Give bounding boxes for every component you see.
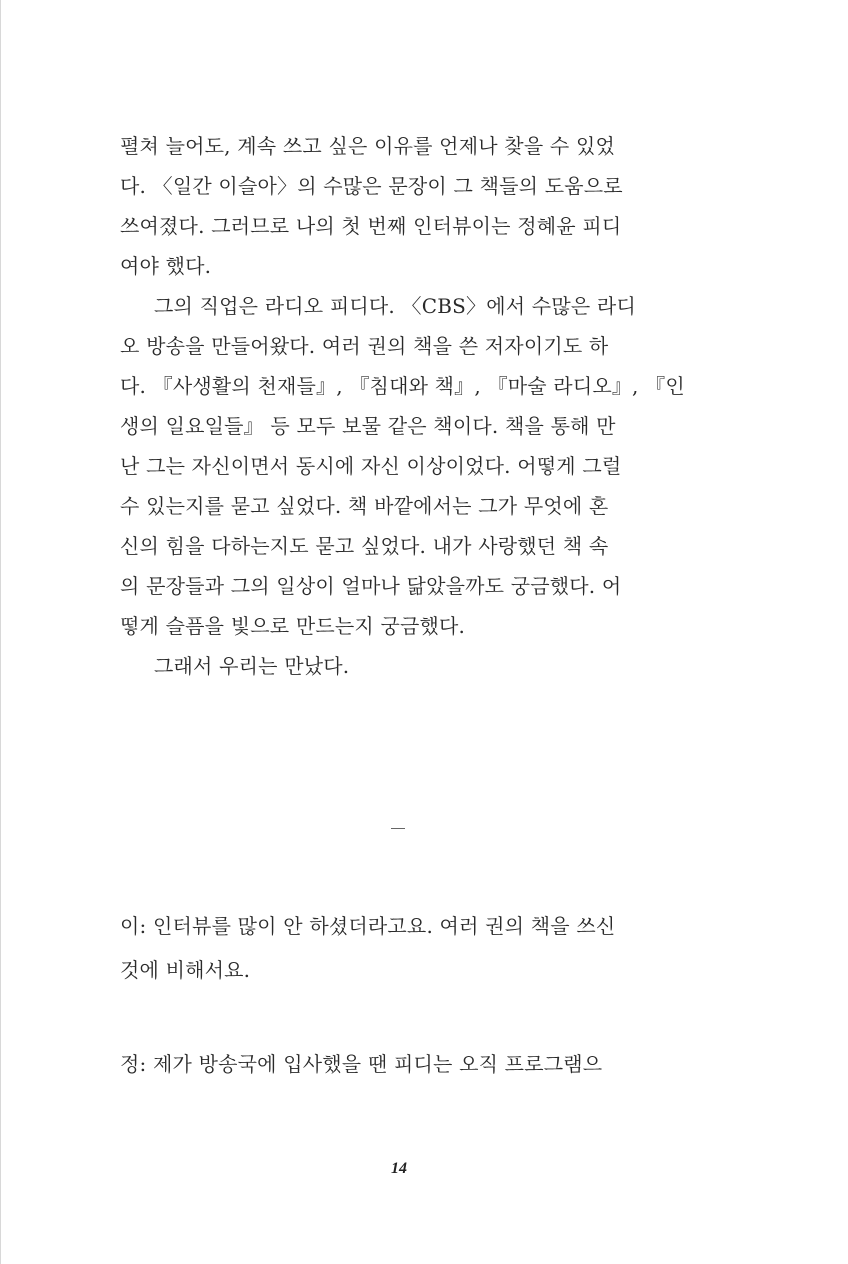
text-line: 수 있는지를 묻고 싶었다. 책 바깥에서는 그가 무엇에 혼: [120, 494, 609, 518]
dialogue-block: [120, 1042, 680, 1086]
section-separator: [391, 828, 405, 829]
text-line: 생의 일요일들』 등 모두 보물 같은 책이다. 책을 통해 만: [120, 414, 616, 438]
text-line: 떻게 슬픔을 빛으로 만드는지 궁금했다.: [120, 614, 466, 638]
text-line: 난 그는 자신이면서 동시에 자신 이상이었다. 어떻게 그럴: [120, 454, 622, 478]
text-line: 여야 했다.: [120, 254, 212, 278]
dialogue-line: 정: 제가 방송국에 입사했을 땐 피디는 오직 프로그램으: [120, 1052, 603, 1076]
paragraph: [120, 646, 676, 686]
text-line: 다. 『사생활의 천재들』, 『침대와 책』, 『마술 라디오』, 『인: [120, 374, 685, 398]
page-left-edge: [0, 0, 1, 1264]
text-line: 신의 힘을 다하는지도 묻고 싶었다. 내가 사랑했던 책 속: [120, 534, 609, 558]
paragraph: [120, 286, 685, 646]
body-text: [120, 126, 685, 686]
dialogue-line: 이: 인터뷰를 많이 안 하셨더라고요. 여러 권의 책을 쓰신: [120, 914, 616, 938]
text-line: 그의 직업은 라디오 피디다. 〈CBS〉에서 수많은 라디: [154, 294, 636, 318]
dialogue-block: [120, 904, 680, 992]
dialogue-line: 것에 비해서요.: [120, 958, 251, 982]
text-line: 다. 〈일간 이슬아〉의 수많은 문장이 그 책들의 도움으로: [120, 174, 623, 198]
paragraph: [120, 126, 676, 286]
page-number: 14: [391, 1160, 407, 1177]
text-line: 그래서 우리는 만났다.: [154, 654, 350, 678]
text-line: 펼쳐 늘어도, 계속 쓰고 싶은 이유를 언제나 찾을 수 있었: [120, 134, 616, 158]
text-line: 의 문장들과 그의 일상이 얼마나 닮았을까도 궁금했다. 어: [120, 574, 622, 598]
text-line: 오 방송을 만들어왔다. 여러 권의 책을 쓴 저자이기도 하: [120, 334, 609, 358]
text-line: 쓰여졌다. 그러므로 나의 첫 번째 인터뷰이는 정혜윤 피디: [120, 214, 622, 238]
